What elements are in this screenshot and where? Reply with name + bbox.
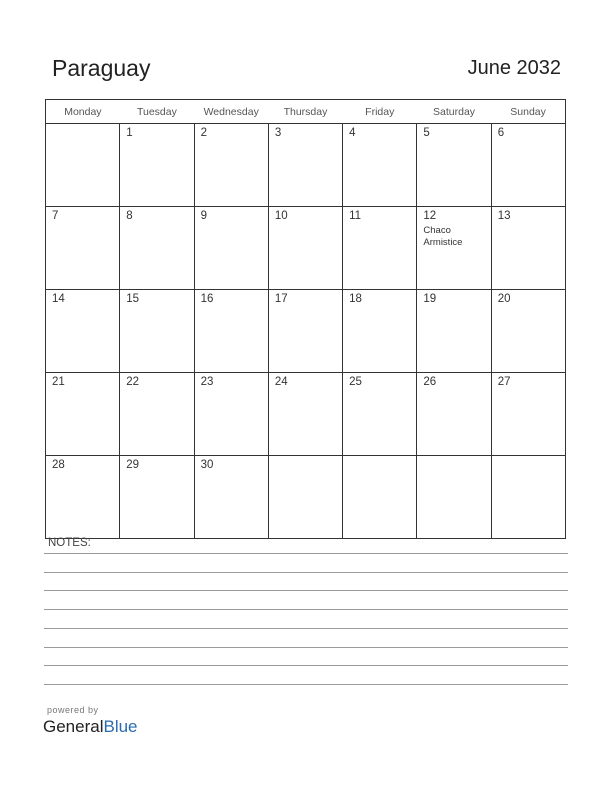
note-line	[44, 590, 568, 591]
day-number: 2	[200, 127, 207, 139]
note-line	[44, 684, 568, 685]
calendar-day-cell	[417, 124, 491, 207]
holiday-label: Chaco Armistice	[423, 225, 463, 248]
note-line	[44, 553, 568, 554]
calendar-day-cell	[120, 373, 194, 456]
calendar-day-cell	[194, 456, 268, 539]
calendar-day-cell	[491, 373, 565, 456]
day-number: 10	[274, 210, 288, 222]
day-number: 17	[274, 293, 288, 305]
calendar-day-cell	[120, 124, 194, 207]
weekday-header: Saturday	[417, 100, 491, 124]
calendar-day-cell	[268, 124, 342, 207]
note-line	[44, 665, 568, 666]
day-number: 23	[200, 376, 214, 388]
calendar-day-cell	[194, 373, 268, 456]
day-number: 3	[274, 127, 282, 139]
weekday-header: Wednesday	[194, 100, 268, 124]
day-number: 1	[126, 127, 133, 139]
calendar-day-cell	[120, 456, 194, 539]
calendar-country-title: Paraguay	[52, 55, 151, 81]
calendar-day-cell	[417, 456, 491, 539]
calendar-week-row	[46, 456, 566, 539]
calendar-grid	[45, 99, 566, 539]
calendar-day-cell	[343, 456, 417, 539]
calendar-day-cell	[343, 373, 417, 456]
day-number: 20	[497, 293, 511, 305]
day-number: 24	[274, 376, 288, 388]
note-line	[44, 609, 568, 610]
day-number: 28	[52, 459, 65, 471]
notes-label: NOTES:	[48, 537, 91, 549]
day-number: 14	[52, 293, 65, 305]
calendar-day-cell	[343, 207, 417, 290]
calendar-day-cell	[194, 124, 268, 207]
day-number: 27	[497, 376, 511, 388]
day-number: 18	[349, 293, 362, 305]
calendar-day-cell	[491, 456, 565, 539]
day-number: 13	[497, 210, 511, 222]
generalblue-logo	[43, 717, 138, 737]
weekday-header: Friday	[343, 100, 417, 124]
note-line	[44, 647, 568, 648]
day-number: 22	[126, 376, 140, 388]
brand-name-part2: Blue	[103, 717, 138, 736]
calendar-month-year: June 2032	[467, 57, 561, 79]
day-number: 16	[200, 293, 214, 305]
calendar-day-cell	[46, 207, 120, 290]
day-number: 5	[423, 127, 430, 139]
calendar-day-cell	[268, 456, 342, 539]
day-number: 8	[126, 210, 133, 222]
calendar-day-cell	[417, 207, 491, 290]
calendar-day-cell	[46, 290, 120, 373]
day-number: 21	[52, 376, 65, 388]
weekday-header: Thursday	[268, 100, 342, 124]
day-number: 12	[423, 210, 437, 222]
calendar-week-row	[46, 290, 566, 373]
day-number: 25	[349, 376, 362, 388]
day-number: 29	[126, 459, 140, 471]
day-number: 11	[349, 210, 362, 222]
calendar-day-cell	[194, 207, 268, 290]
day-number: 4	[349, 127, 356, 139]
calendar-day-cell	[491, 124, 565, 207]
day-number: 6	[497, 127, 505, 139]
calendar-day-cell	[491, 290, 565, 373]
calendar-day-cell	[268, 207, 342, 290]
note-line	[44, 628, 568, 629]
weekday-header-row	[46, 100, 566, 124]
note-line	[44, 572, 568, 573]
powered-by-text: powered by	[47, 705, 99, 715]
calendar-day-cell	[46, 456, 120, 539]
calendar-day-cell	[268, 373, 342, 456]
calendar-day-cell	[491, 207, 565, 290]
calendar-week-row	[46, 207, 566, 290]
day-number: 9	[200, 210, 207, 222]
calendar-body	[46, 124, 566, 539]
day-number: 7	[52, 210, 59, 222]
calendar-day-cell	[343, 290, 417, 373]
calendar-day-cell	[194, 290, 268, 373]
calendar-day-cell	[46, 124, 120, 207]
calendar-day-cell	[46, 373, 120, 456]
calendar-day-cell	[120, 207, 194, 290]
calendar-day-cell	[343, 124, 417, 207]
brand-name-part1: General	[43, 717, 104, 736]
weekday-header: Monday	[46, 100, 120, 124]
day-number: 19	[423, 293, 437, 305]
calendar-day-cell	[120, 290, 194, 373]
day-number: 15	[126, 293, 140, 305]
calendar-day-cell	[417, 290, 491, 373]
calendar-day-cell	[417, 373, 491, 456]
day-number: 30	[200, 459, 214, 471]
day-number: 26	[423, 376, 437, 388]
calendar-week-row	[46, 124, 566, 207]
weekday-header: Tuesday	[120, 100, 194, 124]
weekday-header: Sunday	[491, 100, 565, 124]
calendar-day-cell	[268, 290, 342, 373]
calendar-week-row	[46, 373, 566, 456]
